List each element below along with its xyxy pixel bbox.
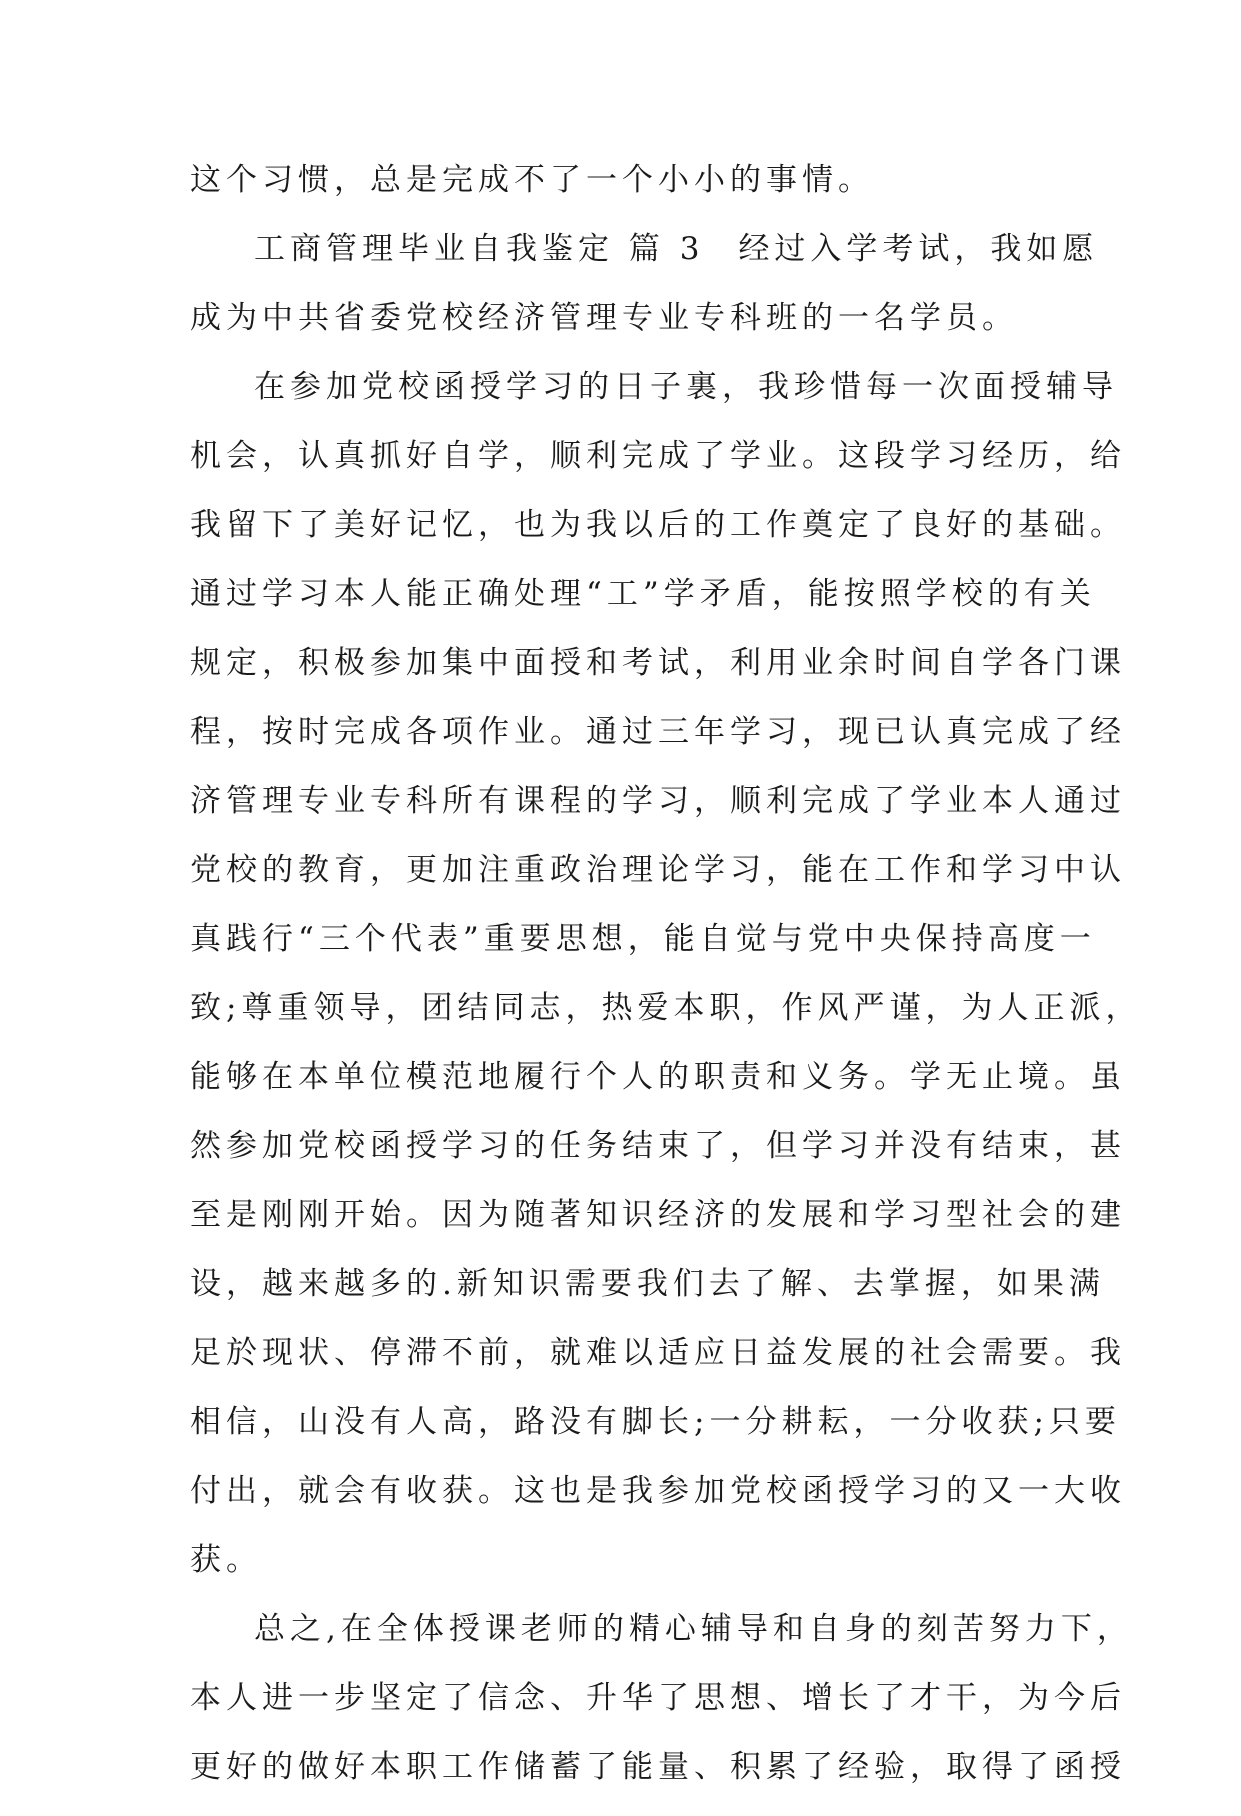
- text-line: 程，按时完成各项作业。通过三年学习，现已认真完成了经: [190, 714, 1126, 750]
- text-line: 机会，认真抓好自学，顺利完成了学业。这段学习经历，给: [190, 438, 1126, 474]
- text-line: 我留下了美好记忆，也为我以后的工作奠定了良好的基础。: [190, 507, 1126, 543]
- text-line: 济管理专业专科所有课程的学习，顺利完成了学业本人通过: [190, 783, 1126, 819]
- heading-line: [190, 229, 1099, 298]
- text-line: 至是刚刚开始。因为随著知识经济的发展和学习型社会的建: [190, 1197, 1126, 1233]
- text-line: 在参加党校函授学习的日子裏，我珍惜每一次面授辅导: [254, 369, 1118, 405]
- text-line: 致;尊重领导，团结同志，热爱本职，作风严谨，为人正派，: [190, 990, 1142, 1026]
- document-page: [190, 160, 1142, 1816]
- text-line: 能够在本单位模范地履行个人的职责和义务。学无止境。虽: [190, 1059, 1126, 1095]
- text-line: 党校的教育，更加注重政治理论学习，能在工作和学习中认: [190, 852, 1126, 888]
- text-line: 成为中共省委党校经济管理专业专科班的一名学员。: [190, 300, 1018, 336]
- heading-tail-text: 经过入学考试，我如愿: [738, 231, 1099, 267]
- text-line: 真践行“三个代表”重要思想，能自觉与党中央保持高度一: [190, 921, 1096, 957]
- text-line: 这个习惯，总是完成不了一个小小的事情。: [190, 162, 874, 198]
- text-line: 付出，就会有收获。这也是我参加党校函授学习的又一大收: [190, 1473, 1126, 1509]
- text-line: 获。: [190, 1542, 262, 1578]
- paragraph-3: [190, 1609, 1133, 1816]
- text-line: 然参加党校函授学习的任务结束了，但学习并没有结束，甚: [190, 1128, 1126, 1164]
- text-line: 相信，山没有人高，路没有脚长;一分耕耘，一分收获;只要: [190, 1404, 1121, 1440]
- text-line: 更好的做好本职工作储蓄了能量、积累了经验，取得了函授: [190, 1749, 1126, 1785]
- text-line: 本人进一步坚定了信念、升华了思想、增长了才干，为今后: [190, 1680, 1126, 1716]
- text-line: 通过学习本人能正确处理“工”学矛盾，能按照学校的有关: [190, 576, 1096, 612]
- paragraph-2: [190, 367, 1142, 1609]
- section-heading: 工商管理毕业自我鉴定 篇 3: [254, 231, 705, 267]
- text-line: 设，越来越多的.新知识需要我们去了解、去掌握，如果满: [190, 1266, 1105, 1302]
- text-line: 足於现状、停滞不前，就难以适应日益发展的社会需要。我: [190, 1335, 1126, 1371]
- text-line: 总之,在全体授课老师的精心辅导和自身的刻苦努力下，: [254, 1611, 1133, 1647]
- text-line: 规定，积极参加集中面授和考试，利用业余时间自学各门课: [190, 645, 1126, 681]
